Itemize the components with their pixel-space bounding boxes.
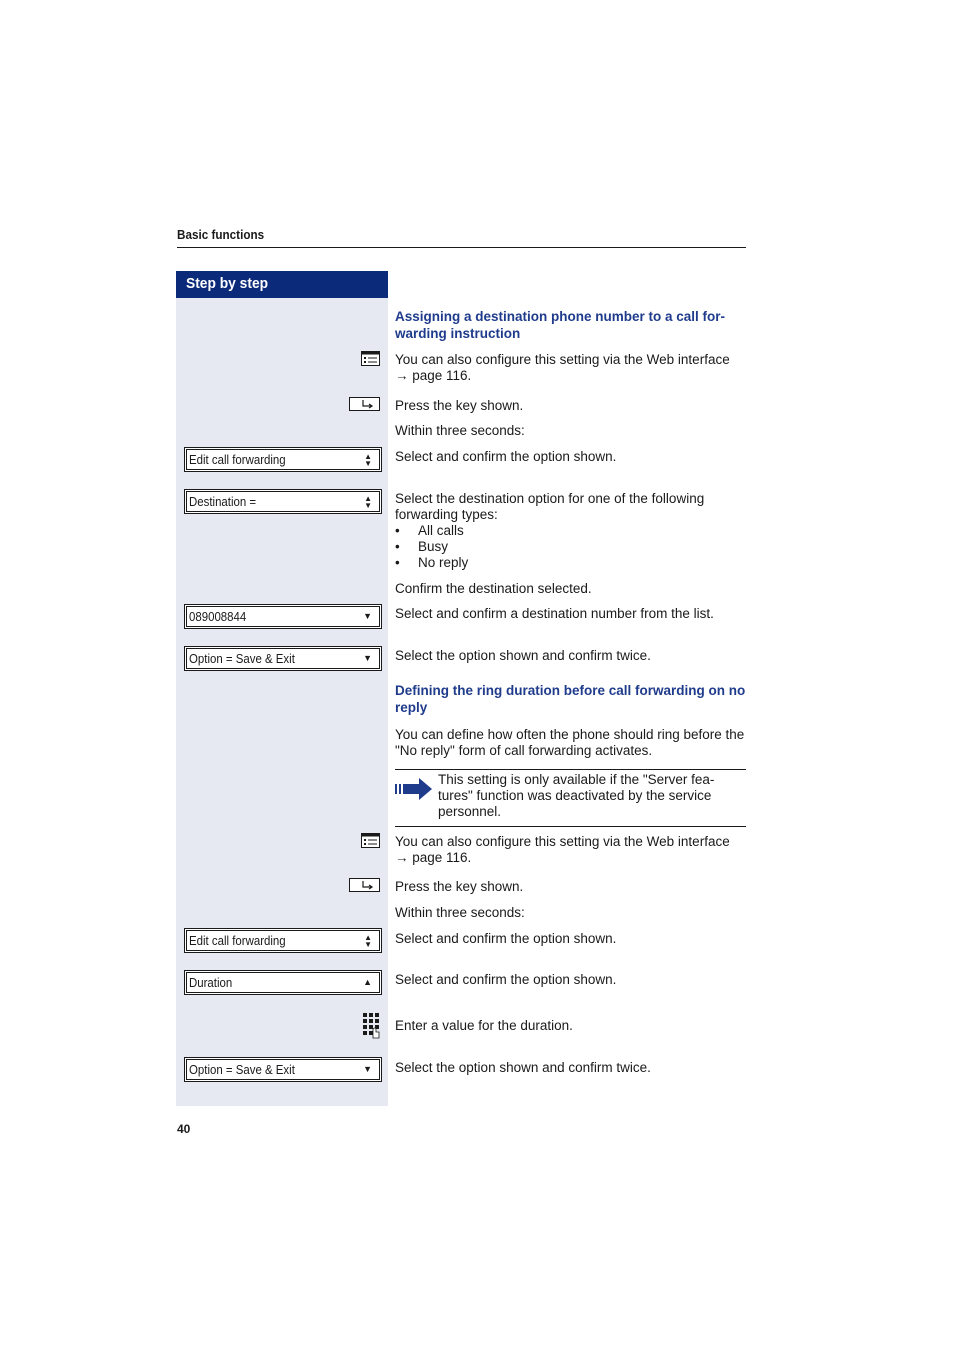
section2-web-note — [395, 834, 747, 866]
updown-arrow-icon: ▲ ▼ — [364, 933, 372, 949]
down-arrow-icon: ▼ — [363, 1064, 372, 1074]
display-save-exit[interactable] — [184, 646, 382, 671]
web-note-link[interactable]: → page 116. — [395, 368, 472, 383]
note-box — [395, 769, 746, 827]
section2-press-key: Press the key shown. — [395, 879, 524, 894]
display-label: Option = Save & Exit — [189, 651, 295, 666]
type-item: • All calls — [395, 523, 747, 539]
web-note-link[interactable]: → page 116. — [395, 850, 472, 865]
sidebar-title-text: Step by step — [186, 275, 269, 292]
display-edit-call-forwarding[interactable] — [184, 447, 382, 472]
forward-key-icon — [349, 878, 380, 892]
type-item: • No reply — [395, 555, 747, 571]
updown-arrow-icon: ▲ ▼ — [364, 452, 372, 468]
up-arrow-icon: ▲ — [363, 977, 372, 987]
section1-press-key: Press the key shown. — [395, 398, 524, 413]
sidebar-title — [176, 271, 388, 298]
display-label: Option = Save & Exit — [189, 1062, 295, 1077]
section1-step-number: Select and confirm a destination number from the list. — [395, 606, 714, 621]
down-arrow-icon: ▼ — [363, 611, 372, 621]
section1-confirm-dest: Confirm the destination selected. — [395, 581, 592, 596]
note-text: This setting is only available if the "Server fea- tures" function was deactivated by the service personnel. — [438, 772, 715, 819]
web-note-text: You can also configure this setting via the Web interface — [395, 352, 730, 367]
display-edit-call-forwarding-2[interactable] — [184, 928, 382, 953]
section1-step-dest — [395, 491, 747, 571]
header-rule — [177, 247, 746, 248]
page-number: 40 — [177, 1122, 191, 1136]
menu-key-icon — [361, 833, 380, 848]
section1-heading: Assigning a destination phone number to a call for- warding instruction — [395, 309, 726, 341]
section2-step-value: Enter a value for the duration. — [395, 1018, 573, 1033]
type-item: • Busy — [395, 539, 747, 555]
keypad-icon — [363, 1013, 381, 1039]
forward-key-icon — [349, 397, 380, 411]
down-arrow-icon: ▼ — [363, 653, 372, 663]
display-destination[interactable] — [184, 489, 382, 514]
display-number[interactable] — [184, 604, 382, 629]
section-header: Basic functions — [177, 227, 265, 242]
display-save-exit-2[interactable] — [184, 1057, 382, 1082]
section2-step-edit: Select and confirm the option shown. — [395, 931, 617, 946]
menu-key-icon — [361, 351, 380, 366]
section2-step-duration: Select and confirm the option shown. — [395, 972, 617, 987]
dest-text: Select the destination option for one of the following forwarding types: — [395, 491, 705, 522]
updown-arrow-icon: ▲ ▼ — [364, 494, 372, 510]
section1-step-save: Select the option shown and confirm twice. — [395, 648, 651, 663]
section2-heading: Defining the ring duration before call forwarding on no reply — [395, 683, 746, 715]
display-label: Edit call forwarding — [189, 933, 286, 948]
section2-step-save: Select the option shown and confirm twice. — [395, 1060, 651, 1075]
display-label: Duration — [189, 975, 233, 990]
display-label: Edit call forwarding — [189, 452, 286, 467]
section1-web-note — [395, 352, 747, 384]
display-label: Destination = — [189, 494, 257, 509]
note-arrow-icon — [395, 778, 433, 800]
section2-intro: You can define how often the phone should ring before the "No reply" form of call forwarding activates. — [395, 727, 745, 758]
display-duration[interactable] — [184, 970, 382, 995]
section1-within: Within three seconds: — [395, 423, 525, 438]
section2-within: Within three seconds: — [395, 905, 525, 920]
section1-step-edit: Select and confirm the option shown. — [395, 449, 617, 464]
display-label: 089008844 — [189, 609, 247, 624]
web-note-text: You can also configure this setting via the Web interface — [395, 834, 730, 849]
